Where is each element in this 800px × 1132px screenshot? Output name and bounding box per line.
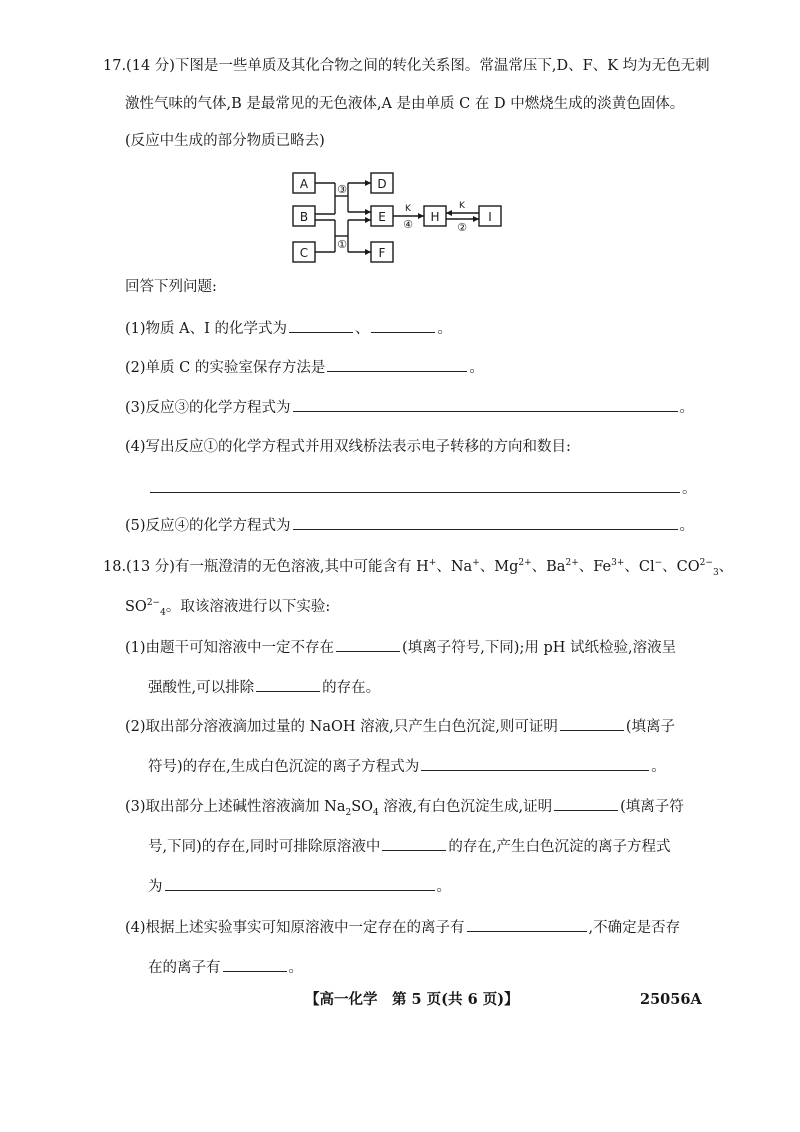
ion-charge: + (428, 558, 437, 569)
q18-part3-text: 的存在,产生白色沉淀的离子方程式 (448, 839, 671, 855)
period: 。 (679, 400, 695, 416)
q17-stem-line2: 激性气味的气体,B 是最常见的无色液体,A 是由单质 C 在 D 中燃烧生成的淡黄色固体。 (125, 96, 685, 112)
q18-part2-line1 (125, 716, 675, 737)
box-h-label: H (430, 210, 440, 224)
q18-part2-line2 (148, 756, 666, 777)
q18-part4-line2 (148, 957, 303, 978)
q18-part3-text: 号,下同)的存在,同时可排除原溶液中 (148, 839, 381, 855)
q18-part1-text: 的存在。 (322, 680, 381, 696)
ion-charge: 3+ (611, 558, 625, 569)
answer-blank[interactable] (554, 796, 618, 811)
q18-part4-text: 在的离子有 (148, 960, 221, 976)
q18-part1-line2 (148, 677, 380, 698)
answer-blank[interactable] (421, 756, 649, 771)
ion-text: 、Fe (578, 559, 612, 575)
ion-text: 、Ba (531, 559, 566, 575)
q18-stem-line1 (103, 557, 733, 577)
q17-part1 (125, 318, 452, 339)
q17-prompt: 回答下列问题: (125, 279, 217, 295)
ion-text: 、CO (662, 559, 700, 575)
formula-subscript: 2 (345, 807, 352, 818)
box-i-label: I (488, 210, 492, 224)
box-f-label: F (378, 246, 386, 260)
q17-stem-line3: (反应中生成的部分物质已略去) (125, 133, 325, 149)
box-e-label: E (378, 210, 386, 224)
reaction-1-label: ① (337, 238, 347, 251)
answer-blank[interactable] (256, 677, 320, 692)
q18-part4-text: (4)根据上述实验事实可知原溶液中一定存在的离子有 (125, 920, 465, 936)
answer-blank[interactable] (327, 357, 467, 372)
answer-blank[interactable] (289, 318, 353, 333)
answer-blank[interactable] (293, 515, 678, 530)
separator: 、 (354, 321, 370, 337)
ion-text: SO (125, 599, 147, 615)
ion-text: 、Cl (624, 559, 655, 575)
q18-part2-text: (填离子 (625, 719, 676, 735)
period: 。 (469, 360, 484, 376)
q18-part3-text: 为 (148, 879, 163, 895)
answer-blank[interactable] (336, 637, 400, 652)
k-label-1: K (405, 204, 411, 214)
q17-part5-text: (5)反应④的化学方程式为 (125, 518, 291, 534)
q18-part3-text: SO (351, 799, 374, 815)
ion-charge: + (472, 558, 480, 569)
k-label-2: K (459, 201, 465, 211)
q18-part1-text: (1)由题干可知溶液中一定不存在 (125, 640, 335, 656)
q18-part4-text: ,不确定是否存 (588, 920, 681, 936)
q18-part3-line3 (148, 876, 451, 897)
box-c-label: C (299, 246, 309, 260)
ion-subscript: 3 (712, 567, 719, 578)
period: 。 (288, 960, 303, 976)
period: 。 (679, 518, 695, 534)
reaction-2-label: ② (457, 221, 467, 234)
ion-charge: 2+ (565, 558, 579, 569)
answer-blank[interactable] (165, 876, 435, 891)
period: 。 (436, 879, 451, 895)
q18-part1-text: (填离子符号,下同);用 pH 试纸检验,溶液呈 (402, 640, 677, 656)
q18-stem-text: 18.(13 分)有一瓶澄清的无色溶液,其中可能含有 H (103, 559, 429, 575)
q17-stem-line1: 17.(14 分)下图是一些单质及其化合物之间的转化关系图。常温常压下,D、F、K 均为无色无刺 (103, 58, 710, 74)
formula-subscript: 4 (373, 807, 379, 818)
q18-part3-line1 (125, 796, 684, 817)
box-a-label: A (299, 177, 309, 191)
q18-part2-text: 符号)的存在,生成白色沉淀的离子方程式为 (148, 759, 420, 775)
q17-part1-text: (1)物质 A、I 的化学式为 (125, 321, 287, 337)
answer-blank[interactable] (293, 397, 678, 412)
ion-charge: 2− (699, 558, 713, 569)
ion-charge: − (654, 558, 663, 569)
q18-part3-text: (填离子符 (620, 799, 684, 815)
q17-part2-text: (2)单质 C 的实验室保存方法是 (125, 360, 326, 376)
ion-charge: 2− (146, 598, 161, 609)
q18-part1-text: 强酸性,可以排除 (148, 680, 255, 696)
ion-text: 、Mg (479, 559, 519, 575)
ion-subscript: 4 (160, 607, 166, 618)
q18-part2-text: (2)取出部分溶液滴加过量的 NaOH 溶液,只产生白色沉淀,则可证明 (125, 719, 558, 735)
period: 。 (651, 759, 666, 775)
q17-part3 (125, 397, 694, 418)
period: 。 (437, 321, 452, 337)
q18-part3-text: 溶液,有白色沉淀生成,证明 (378, 799, 553, 815)
conversion-diagram (285, 168, 515, 268)
q17-part4-answer (148, 478, 697, 499)
reaction-4-label: ④ (403, 218, 413, 231)
exam-code: 25056A (640, 991, 702, 1008)
q18-part3-text: (3)取出部分上述碱性溶液滴加 Na (125, 799, 346, 815)
answer-blank[interactable] (371, 318, 435, 333)
q18-stem-text: 。取该溶液进行以下实验: (165, 599, 331, 615)
q18-part4-line1 (125, 917, 680, 938)
answer-blank[interactable] (467, 917, 587, 932)
ion-text: 、 (718, 559, 734, 575)
q18-part3-line2 (148, 836, 670, 857)
q17-part5 (125, 515, 694, 536)
q18-part1-line1 (125, 637, 676, 658)
box-d-label: D (377, 177, 387, 191)
period: 。 (682, 481, 697, 497)
q17-part2 (125, 357, 484, 378)
ion-text: 、Na (436, 559, 473, 575)
q17-part3-text: (3)反应③的化学方程式为 (125, 400, 291, 416)
answer-blank[interactable] (150, 478, 680, 493)
ion-charge: 2+ (518, 558, 532, 569)
q18-stem-line2 (125, 597, 330, 617)
reaction-3-label: ③ (337, 183, 347, 196)
answer-blank[interactable] (382, 836, 446, 851)
q17-part4: (4)写出反应①的化学方程式并用双线桥法表示电子转移的方向和数目: (125, 439, 571, 455)
answer-blank[interactable] (560, 716, 624, 731)
box-b-label: B (299, 210, 309, 224)
answer-blank[interactable] (223, 957, 287, 972)
page-footer: 【高一化学 第 5 页(共 6 页)】 (305, 991, 519, 1008)
